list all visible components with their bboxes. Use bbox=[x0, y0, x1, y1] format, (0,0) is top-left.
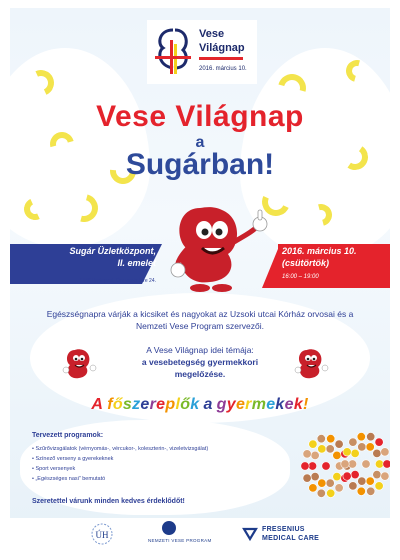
child-photo bbox=[367, 433, 375, 441]
logo-date: 2016. március 10. bbox=[199, 66, 247, 72]
child-photo bbox=[322, 462, 330, 470]
child-photo bbox=[311, 451, 319, 459]
venue-address: 1148 Budapest, Örs vezér tere 24. bbox=[79, 278, 156, 284]
child-photo bbox=[373, 470, 381, 478]
vese-vilagnap-logo bbox=[147, 20, 257, 84]
poster-title-line1: Vese Világnap bbox=[96, 100, 304, 133]
child-photo bbox=[373, 449, 381, 457]
child-photo bbox=[311, 472, 319, 480]
logo-title-line1: Vese bbox=[199, 28, 225, 40]
sponsor-fresenius-line1: FRESENIUS bbox=[262, 526, 305, 533]
theme-bold-line1: a vesebetegség gyermekkori bbox=[141, 357, 259, 367]
list-item: • Sport versenyek bbox=[32, 464, 208, 474]
list-item: • „Egészséges nasi” bemutató bbox=[32, 474, 208, 484]
child-photo bbox=[326, 479, 334, 487]
child-photo bbox=[335, 484, 343, 492]
kidney-logo-icon bbox=[153, 26, 193, 76]
child-photo bbox=[381, 448, 389, 456]
child-photo bbox=[343, 472, 351, 480]
theme-block bbox=[100, 344, 300, 380]
child-photo bbox=[381, 472, 389, 480]
theme-bold-line2: megelőzése. bbox=[174, 369, 226, 379]
child-photo bbox=[303, 474, 311, 482]
child-photo bbox=[309, 484, 317, 492]
event-time: 16:00 – 19:00 bbox=[282, 274, 319, 280]
logo-title-line2: Világnap bbox=[199, 42, 245, 54]
child-photo bbox=[366, 477, 374, 485]
child-photo bbox=[327, 435, 335, 443]
event-date: 2016. március 10. bbox=[282, 246, 357, 256]
child-photo bbox=[333, 451, 341, 459]
child-photo bbox=[366, 443, 374, 451]
theme-lead: A Vese Világnap idei témája: bbox=[146, 345, 254, 355]
sponsor-fresenius-line2: MEDICAL CARE bbox=[262, 535, 320, 542]
child-photo bbox=[318, 479, 326, 487]
sponsor-footer bbox=[10, 518, 390, 550]
child-photo bbox=[362, 460, 370, 468]
print-header-strip bbox=[0, 0, 400, 6]
uzsoki-hospital-logo-icon bbox=[90, 522, 114, 546]
child-photo bbox=[317, 489, 325, 497]
kidney-mascot-small-icon bbox=[60, 344, 100, 384]
kidney-mascot-icon bbox=[160, 196, 270, 296]
child-photo bbox=[358, 477, 366, 485]
poster-title-line2: Sugárban! bbox=[125, 148, 275, 181]
event-weekday: (csütörtök) bbox=[282, 258, 329, 268]
program-title: Tervezett programok: bbox=[32, 432, 104, 439]
venue-floor: II. emelet bbox=[117, 258, 156, 268]
child-photo bbox=[301, 462, 309, 470]
child-photo bbox=[349, 482, 357, 490]
child-photo bbox=[357, 487, 365, 495]
child-photo bbox=[341, 460, 349, 468]
child-photo bbox=[317, 435, 325, 443]
intro-paragraph: Egészségnapra várják a kicsiket és nagyokat az Uzsoki utcai Kórház orvosai és a Nemzeti Vese Program szervezői. bbox=[46, 309, 354, 331]
list-item: • Szűrővizsgálatok (vérnyomás-, vércukor-, koleszterin-, vizeletvizsgálat) bbox=[32, 444, 208, 454]
child-photo bbox=[375, 438, 383, 446]
venue-name: Sugár Üzletközpont, bbox=[69, 246, 156, 256]
child-photo bbox=[303, 450, 311, 458]
child-photo bbox=[358, 443, 366, 451]
program-list bbox=[32, 444, 208, 484]
kidney-mascot-small-icon bbox=[292, 344, 332, 384]
slogan bbox=[10, 396, 390, 414]
child-photo bbox=[335, 440, 343, 448]
sponsor-nemzeti-vese-program: NEMZETI VESE PROGRAM bbox=[148, 538, 212, 543]
child-photo bbox=[309, 440, 317, 448]
fresenius-logo-icon bbox=[242, 526, 258, 542]
child-photo bbox=[326, 445, 334, 453]
child-photo bbox=[318, 445, 326, 453]
child-photo bbox=[343, 448, 351, 456]
child-photo bbox=[349, 438, 357, 446]
child-photo bbox=[327, 489, 335, 497]
child-photo bbox=[367, 487, 375, 495]
child-photo bbox=[375, 482, 383, 490]
poster-title-connector: a bbox=[195, 134, 205, 151]
child-photo bbox=[348, 460, 356, 468]
child-photo bbox=[375, 460, 383, 468]
nemzeti-vese-program-logo-icon bbox=[162, 521, 176, 535]
logo-underline bbox=[199, 57, 243, 60]
child-photo bbox=[357, 433, 365, 441]
child-photo bbox=[351, 449, 359, 457]
svg-text:ÚH: ÚH bbox=[95, 530, 109, 540]
welcome-text: Szeretettel várunk minden kedves érdeklődőt! bbox=[32, 498, 185, 505]
child-photo bbox=[308, 462, 316, 470]
poster bbox=[10, 8, 390, 550]
child-photo bbox=[383, 460, 390, 468]
child-photo bbox=[333, 472, 341, 480]
child-photo bbox=[351, 470, 359, 478]
children-photo-collage bbox=[298, 420, 390, 516]
list-item: • Színező verseny a gyerekeknek bbox=[32, 454, 208, 464]
slogan-text: A főszereplők a gyermekek! bbox=[91, 396, 309, 413]
